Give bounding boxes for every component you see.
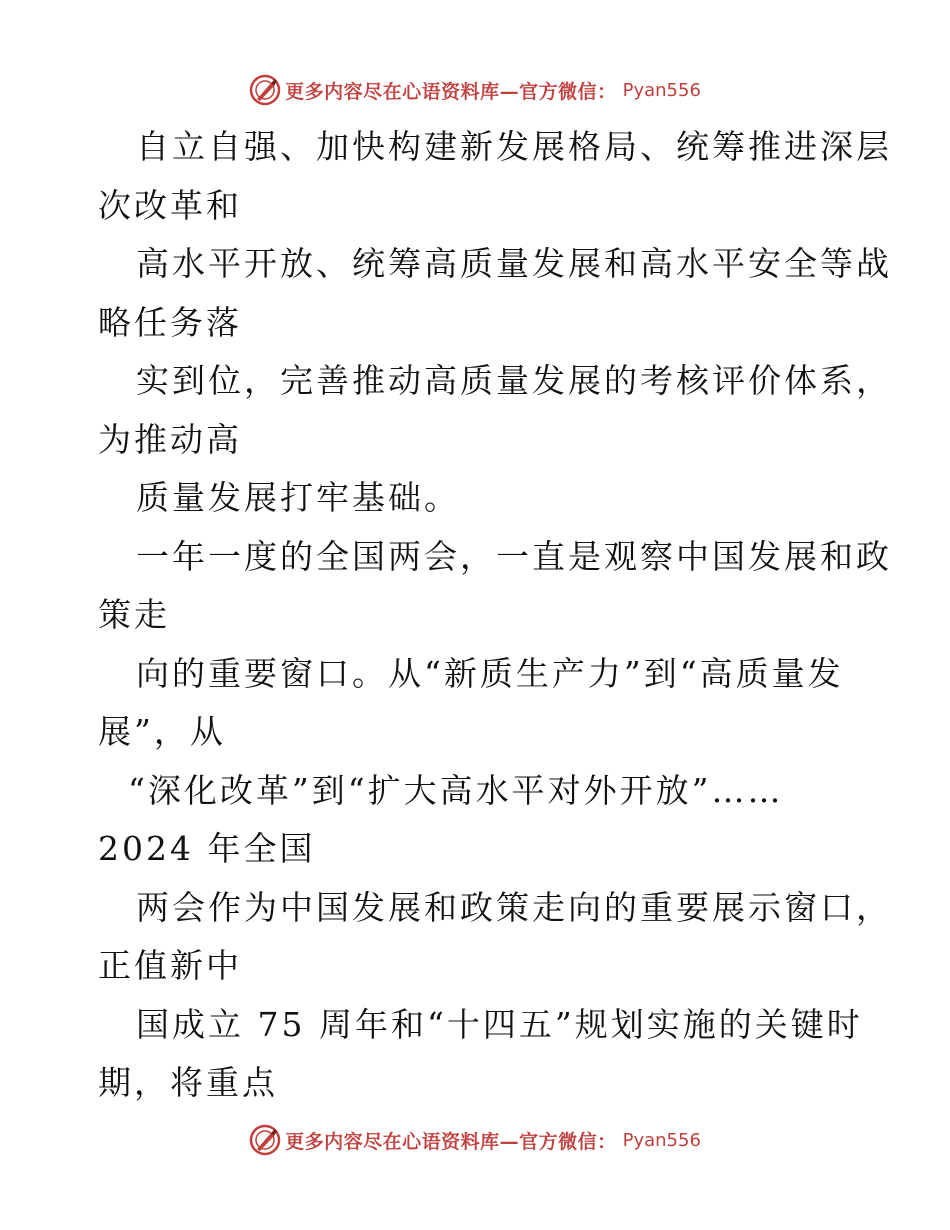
- footer-wechat-id: Pyan556: [622, 1129, 701, 1151]
- text-line: 两会作为中国发展和政策走向的重要展示窗口，: [136, 887, 892, 927]
- footer-banner: [0, 1120, 950, 1160]
- text-line: 次改革和: [98, 185, 242, 225]
- text-line: 向的重要窗口。从“新质生产力”到“高质量发: [136, 653, 844, 693]
- text-line: 一年一度的全国两会，一直是观察中国发展和政: [136, 536, 892, 576]
- text-line: 实到位，完善推动高质量发展的考核评价体系，: [136, 361, 892, 400]
- text-line: “深化改革”到“扩大高水平对外开放”……: [128, 770, 784, 810]
- text-line: 展”，从: [98, 712, 226, 751]
- text-line: 高水平开放、统筹高质量发展和高水平安全等战: [136, 244, 892, 283]
- header-banner-text: 更多内容尽在心语资料库—官方微信：: [285, 80, 617, 103]
- text-line: 正值新中: [98, 946, 242, 985]
- body-text: [98, 118, 892, 1113]
- pen-logo-icon: [249, 74, 281, 106]
- text-line: 为推动高: [98, 419, 242, 459]
- header-wechat-id: Pyan556: [622, 79, 701, 101]
- text-line: 期，将重点: [98, 1063, 278, 1102]
- text-line: 策走: [98, 595, 170, 634]
- text-line: 略任务落: [98, 302, 242, 342]
- header-banner: [0, 70, 950, 110]
- footer-banner-text: 更多内容尽在心语资料库—官方微信：: [285, 1130, 617, 1153]
- text-line: 2024 年全国: [98, 829, 316, 868]
- text-line: 国成立 75 周年和“十四五”规划实施的关键时: [136, 1004, 863, 1044]
- pen-logo-icon: [249, 1124, 281, 1156]
- text-line: 质量发展打牢基础。: [136, 478, 460, 517]
- text-line: 自立自强、加快构建新发展格局、统筹推进深层: [136, 127, 892, 166]
